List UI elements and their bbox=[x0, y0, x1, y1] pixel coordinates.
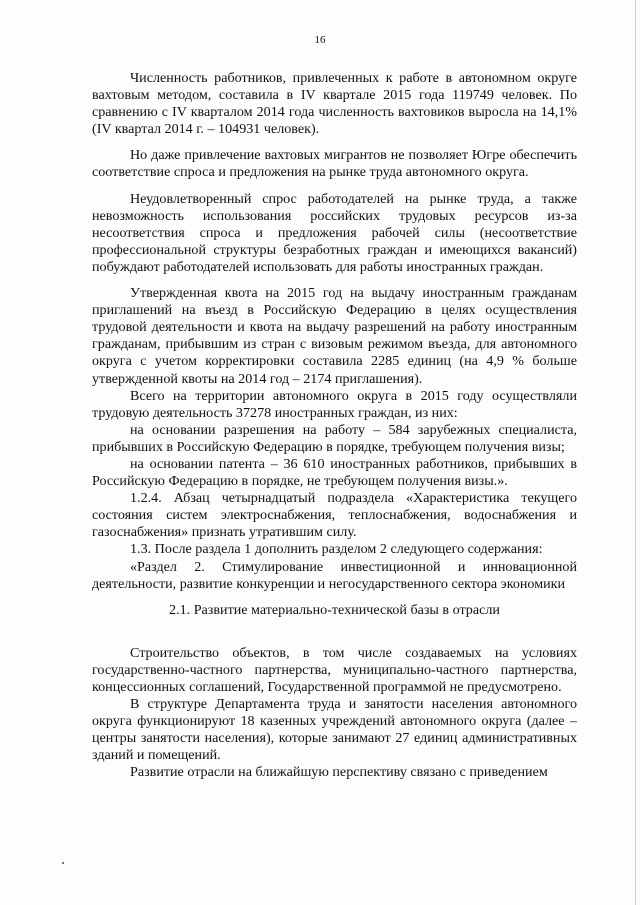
paragraph: Строительство объектов, в том числе создаваемых на условиях государственно-частного партнерства, муниципально-частного партнерства, концессионных соглашений, Государственной программой не предусмотрено. bbox=[92, 644, 577, 695]
paragraph: 1.3. После раздела 1 дополнить разделом 2 следующего содержания: bbox=[130, 541, 543, 558]
section-heading: «Раздел 2. Стимулирование инвестиционной и инновационной деятельности, развитие конкуренции и негосударственного сектора экономики bbox=[92, 558, 577, 592]
paragraph: Неудовлетворенный спрос работодателей на рынке труда, а также невозможность использования российских трудовых ресурсов из-за несоответствия спроса и предложения рабочей силы (несоответствие профессиональной структуры безработных граждан и имеющихся вакансий) побуждают работодателей использовать для работы иностранных граждан. bbox=[92, 190, 577, 275]
paragraph: 1.2.4. Абзац четырнадцатый подраздела «Характеристика текущего состояния систем электроснабжения, теплоснабжения, водоснабжения и газоснабжения» признать утратившим силу. bbox=[92, 490, 577, 541]
paragraph: Утвержденная квота на 2015 год на выдачу иностранным гражданам приглашений на въезд в Российскую Федерацию в целях осуществления трудовой деятельности и квота на выдачу разрешений на работу иностранным гражданам, прибывшим из стран с визовым режимом въезда, для автономного округа с учетом корректировки составила 2285 единиц (на 4,9 % больше утвержденной квоты на 2014 год – 2174 приглашения). bbox=[92, 285, 577, 387]
subsection-heading: 2.1. Развитие материально-технической базы в отрасли bbox=[169, 601, 500, 618]
paragraph: Всего на территории автономного округа в 2015 году осуществляли трудовую деятельность 37278 иностранных граждан, из них: bbox=[92, 387, 577, 421]
scan-mark bbox=[62, 862, 64, 864]
paragraph: Численность работников, привлеченных к работе в автономном округе вахтовым методом, составила в IV квартале 2015 года 119749 человек. По сравнению с IV кварталом 2014 года численность вахтовиков выросла на 14,1% (IV квартал 2014 г. – 104931 человек). bbox=[92, 70, 577, 138]
paragraph: на основании разрешения на работу – 584 зарубежных специалиста, прибывших в Российскую Федерацию в порядке, требующем получения визы; bbox=[92, 421, 577, 455]
page-number: 16 bbox=[314, 34, 326, 46]
paragraph: В структуре Департамента труда и занятости населения автономного округа функционируют 18 казенных учреждений автономного округа (далее – центры занятости населения), которые занимают 27 единиц административных зданий и помещений. bbox=[92, 696, 577, 764]
paragraph: Но даже привлечение вахтовых мигрантов не позволяет Югре обеспечить соответствие спроса и предложения на рынке труда автономного округа. bbox=[92, 147, 577, 181]
paragraph: на основании патента – 36 610 иностранных работников, прибывших в Российскую Федерацию в порядке, не требующем получения визы.». bbox=[92, 455, 577, 490]
document-body bbox=[92, 70, 577, 782]
page-edge bbox=[635, 0, 636, 905]
paragraph: Развитие отрасли на ближайшую перспективу связано с приведением bbox=[130, 764, 548, 781]
